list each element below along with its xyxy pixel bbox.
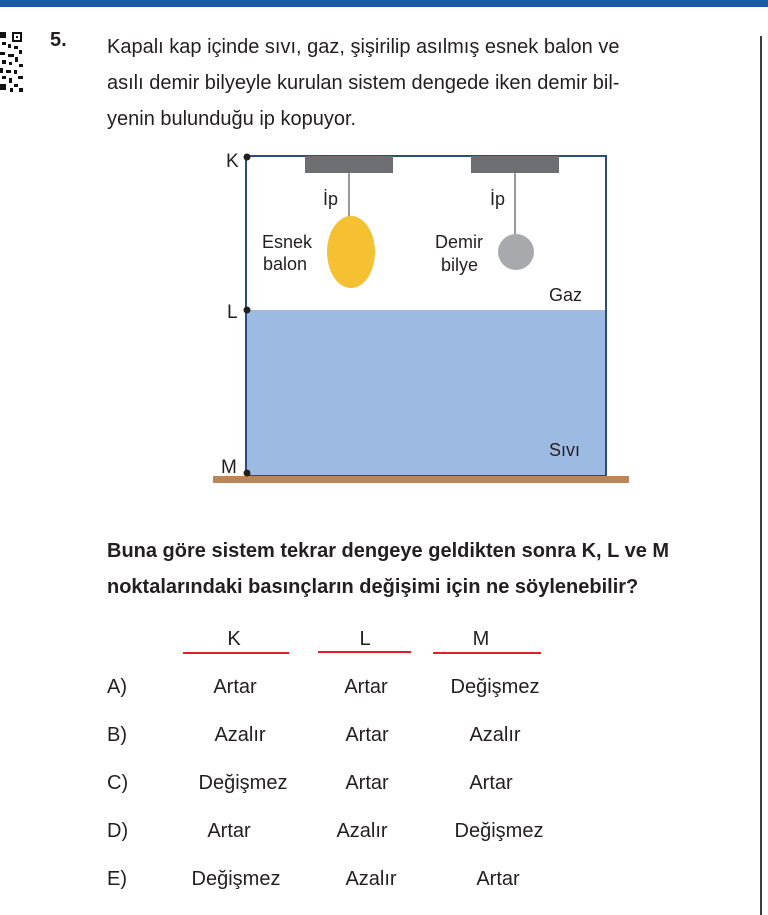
ball-label-line1: Demir: [435, 232, 483, 252]
stem-line: Kapalı kap içinde sıvı, gaz, şişirilip asılmış esnek balon ve: [107, 36, 620, 58]
ground-base: [213, 476, 629, 483]
point-k-label: K: [226, 151, 239, 172]
option-l-value: Artar: [345, 772, 389, 794]
option-k-value: Değişmez: [191, 868, 281, 890]
option-m-value: Artar: [469, 772, 513, 794]
point-m-label: M: [221, 457, 237, 478]
option-l-value: Azalır: [345, 868, 397, 890]
prompt-line: Buna göre sistem tekrar dengeye geldikten sonra K, L ve M: [107, 540, 670, 562]
option-k-value: Artar: [213, 676, 257, 698]
stem-line: asılı demir bilyeyle kurulan sistem dengede iken demir bil-: [107, 72, 620, 94]
point-m-marker: [244, 470, 251, 477]
option-m-value: Artar: [476, 868, 520, 890]
column-header-k: K: [227, 628, 241, 650]
option-l-value: Azalır: [336, 820, 388, 842]
option-m-value: Değişmez: [450, 676, 540, 698]
rope-label-right: İp: [490, 189, 506, 209]
top-header-bar: [0, 0, 768, 7]
option-k-value: Değişmez: [198, 772, 288, 794]
question-stem: [107, 29, 732, 137]
ceiling-mount-left: [305, 156, 393, 173]
option-m-value: Azalır: [469, 724, 521, 746]
point-l-marker: [244, 307, 251, 314]
option-l-value: Artar: [345, 724, 389, 746]
option-letter: C): [107, 772, 129, 794]
column-header-l: L: [359, 628, 371, 650]
option-letter: B): [107, 724, 127, 746]
stem-line: yenin bulunduğu ip kopuyor.: [107, 108, 357, 130]
option-l-value: Artar: [344, 676, 388, 698]
question-prompt: [107, 533, 747, 605]
option-letter: A): [107, 676, 127, 698]
gas-label: Gaz: [549, 285, 583, 305]
page-margin-rule: [760, 36, 762, 915]
column-header-underline-m: [433, 652, 541, 654]
question-number: 5.: [50, 29, 67, 51]
balloon-label-line2: balon: [263, 254, 308, 274]
option-k-value: Artar: [207, 820, 251, 842]
point-l-label: L: [227, 302, 238, 323]
option-k-value: Azalır: [214, 724, 266, 746]
balloon-label-line1: Esnek: [262, 232, 313, 252]
elastic-balloon: [327, 216, 375, 288]
qr-code-icon[interactable]: [0, 30, 24, 96]
rope-label-left: İp: [323, 189, 339, 209]
option-letter: D): [107, 820, 129, 842]
ceiling-mount-right: [471, 156, 559, 173]
ball-label-line2: bilye: [441, 255, 479, 275]
container-figure: [205, 150, 635, 495]
column-header-underline-l: [318, 651, 411, 653]
iron-ball: [498, 234, 534, 270]
liquid-label: Sıvı: [549, 440, 581, 460]
point-k-marker: [244, 154, 251, 161]
option-letter: E): [107, 868, 127, 890]
option-m-value: Değişmez: [454, 820, 544, 842]
column-header-underline-k: [183, 652, 289, 654]
prompt-line: noktalarındaki basınçların değişimi için ne söylenebilir?: [107, 576, 639, 598]
column-header-m: M: [472, 628, 490, 650]
